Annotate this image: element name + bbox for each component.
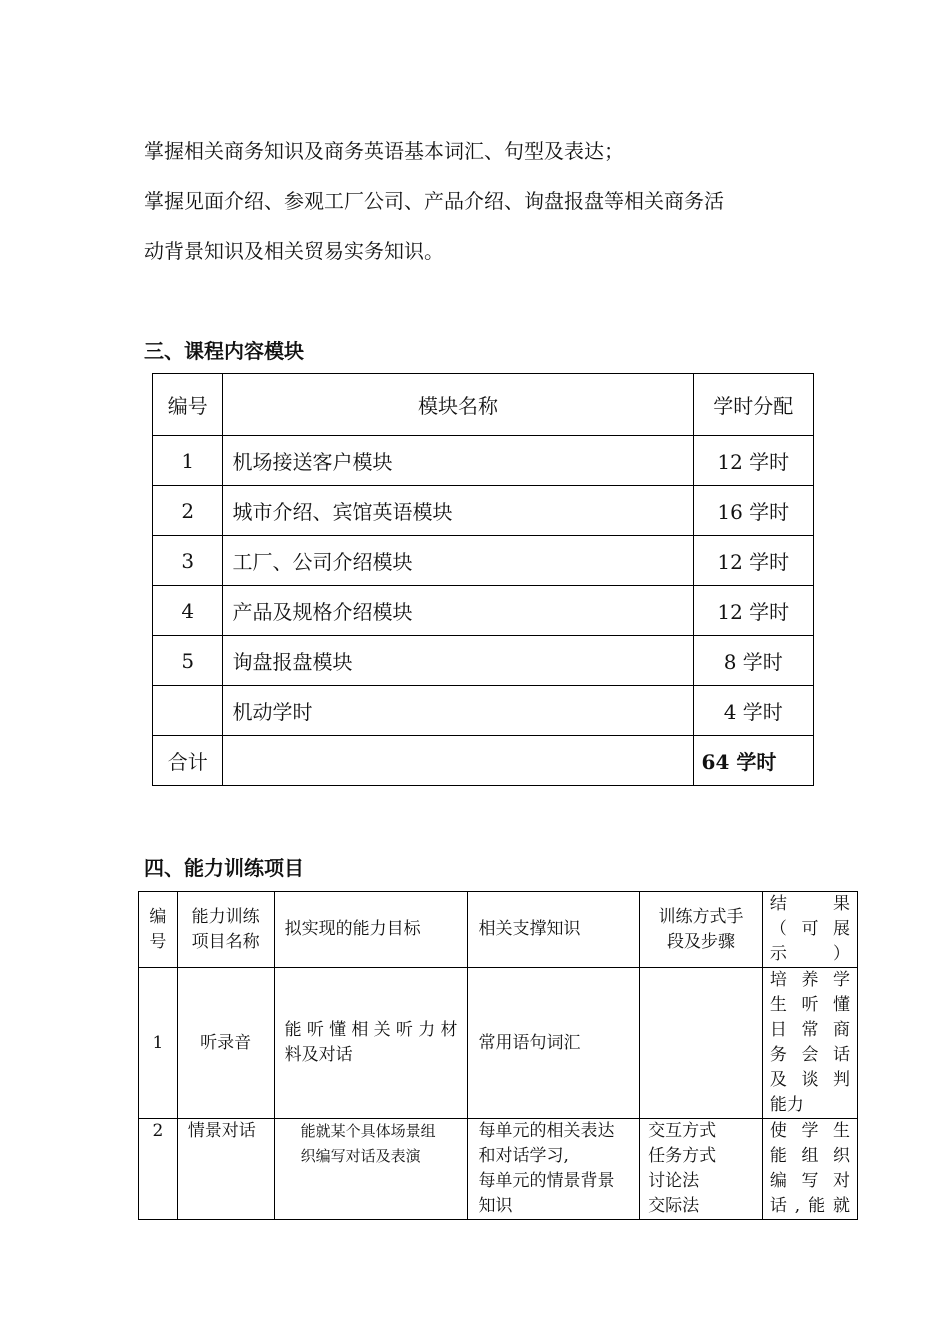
- knowledge-line: 和对话学习,: [478, 1146, 569, 1166]
- row-goal: [274, 1119, 468, 1220]
- header-method: [640, 892, 763, 968]
- header-method-line: 训练方式手: [658, 906, 744, 927]
- course-module-table: [152, 373, 814, 786]
- row-hours: 16 学时: [693, 486, 813, 536]
- paragraph-2: 掌握见面介绍、参观工厂公司、产品介绍、询盘报盘等相关商务活: [144, 189, 724, 213]
- method-line: 交际法: [648, 1196, 700, 1216]
- result-line: 生听懂: [769, 995, 850, 1015]
- row-hours: 12 学时: [693, 586, 813, 636]
- row-method: [640, 1119, 763, 1220]
- knowledge-line: 常用语句词汇: [478, 1032, 581, 1053]
- header-goal: 拟实现的能力目标: [274, 892, 468, 968]
- result-line: 编写对: [769, 1171, 850, 1191]
- method-line: 任务方式: [648, 1146, 717, 1166]
- header-result-line: （可展: [769, 919, 850, 939]
- goal-line: 料及对话: [284, 1045, 353, 1065]
- row-no: [153, 686, 223, 736]
- table-header-row: [153, 374, 814, 436]
- paragraph-1: 掌握相关商务知识及商务英语基本词汇、句型及表达；: [144, 139, 624, 163]
- row-name: 产品及规格介绍模块: [223, 586, 693, 636]
- header-result: [762, 892, 857, 968]
- result-line: 使学生: [769, 1121, 850, 1141]
- row-name: 城市介绍、宾馆英语模块: [223, 486, 693, 536]
- table-row: [153, 686, 814, 736]
- training-project-table: [138, 891, 858, 1220]
- paragraph-3: 动背景知识及相关贸易实务知识。: [144, 239, 444, 263]
- row-method: [640, 968, 763, 1119]
- row-no: 2: [153, 486, 223, 536]
- result-line: 培养学: [769, 970, 850, 990]
- header-module-name: 模块名称: [223, 374, 693, 436]
- table-row: [153, 486, 814, 536]
- total-hours: 64 学时: [693, 736, 813, 786]
- table-total-row: [153, 736, 814, 786]
- header-name-line: 能力训练: [191, 906, 260, 927]
- row-no: 3: [153, 536, 223, 586]
- row-knowledge: [468, 1119, 640, 1220]
- header-hours: 学时分配: [693, 374, 813, 436]
- row-hours: 4 学时: [693, 686, 813, 736]
- goal-line: 能听懂相关听力材: [284, 1020, 458, 1040]
- row-no: 1: [153, 436, 223, 486]
- header-result-line: 结 果: [769, 894, 850, 914]
- table-row: [139, 1119, 858, 1220]
- table-row: [153, 536, 814, 586]
- table-header-row: [139, 892, 858, 968]
- header-method-line: 段及步骤: [667, 931, 736, 952]
- row-name: 询盘报盘模块: [223, 636, 693, 686]
- header-result-line: 示）: [769, 944, 850, 964]
- table-row: [153, 586, 814, 636]
- row-result: [762, 968, 857, 1119]
- goal-line: 织编写对话及表演: [300, 1147, 421, 1165]
- total-name: [223, 736, 693, 786]
- header-no-line: 编: [149, 906, 167, 927]
- method-line: 讨论法: [648, 1171, 700, 1191]
- result-line: 及谈判: [769, 1070, 850, 1090]
- row-goal: [274, 968, 468, 1119]
- section3-title: 三、课程内容模块: [144, 339, 304, 363]
- row-no: 5: [153, 636, 223, 686]
- row-no: 4: [153, 586, 223, 636]
- row-hours: 12 学时: [693, 436, 813, 486]
- header-no: [139, 892, 178, 968]
- row-no: 1: [139, 968, 178, 1119]
- result-line: 能力: [769, 1095, 804, 1115]
- header-name-line: 项目名称: [191, 931, 260, 952]
- result-line: 务会话: [769, 1045, 850, 1065]
- row-knowledge: [468, 968, 640, 1119]
- row-hours: 8 学时: [693, 636, 813, 686]
- goal-line: 能就某个具体场景组: [300, 1122, 436, 1140]
- table-row: [153, 436, 814, 486]
- section4-title: 四、能力训练项目: [144, 856, 304, 880]
- header-no-line: 号: [149, 931, 167, 952]
- row-hours: 12 学时: [693, 536, 813, 586]
- total-label: 合计: [153, 736, 223, 786]
- row-name: 工厂、公司介绍模块: [223, 536, 693, 586]
- header-no: 编号: [153, 374, 223, 436]
- row-no: 2: [139, 1119, 178, 1220]
- knowledge-line: 每单元的情景背景: [478, 1171, 615, 1191]
- row-name: 听录音: [177, 968, 274, 1119]
- header-knowledge: 相关支撑知识: [468, 892, 640, 968]
- row-result: [762, 1119, 857, 1220]
- result-line: 能组织: [769, 1146, 850, 1166]
- result-line: 日常商: [769, 1020, 850, 1040]
- knowledge-line: 每单元的相关表达: [478, 1121, 615, 1141]
- knowledge-line: 知识: [478, 1196, 513, 1216]
- header-project-name: [177, 892, 274, 968]
- result-line: 话,能就: [769, 1196, 850, 1216]
- row-name: 机场接送客户模块: [223, 436, 693, 486]
- table-row: [139, 968, 858, 1119]
- method-line: 交互方式: [648, 1121, 717, 1141]
- row-name: 情景对话: [177, 1119, 274, 1220]
- table-row: [153, 636, 814, 686]
- row-name: 机动学时: [223, 686, 693, 736]
